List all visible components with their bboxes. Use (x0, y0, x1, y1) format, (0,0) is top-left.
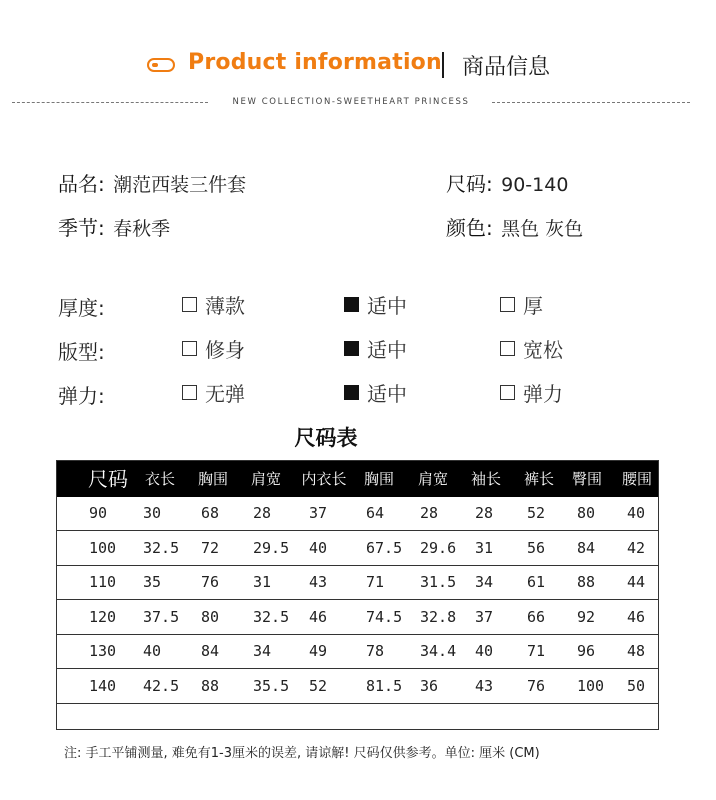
table-cell: 74.5 (366, 607, 403, 626)
table-cell: 71 (527, 642, 546, 660)
table-cell: 40 (309, 538, 328, 557)
unchecked-box-icon[interactable] (182, 341, 197, 356)
table-cell: 31.5 (420, 573, 457, 591)
subtitle-dashed-line-right (492, 102, 690, 103)
checked-box-icon[interactable] (344, 385, 359, 400)
attribute-option[interactable] (500, 378, 563, 407)
table-cell: 71 (366, 573, 385, 591)
header-title-cn: 商品信息 (462, 55, 551, 80)
table-cell: 100 (89, 538, 117, 557)
table-cell: 34 (253, 642, 272, 660)
size-table-header-cell: 尺码 (88, 467, 128, 491)
unchecked-box-icon[interactable] (182, 385, 197, 400)
header-divider (442, 52, 444, 78)
size-table-header-cell: 臀围 (571, 470, 602, 488)
info-color-label: 颜色: (446, 216, 493, 240)
table-cell: 100 (577, 676, 605, 695)
info-color (446, 212, 583, 241)
table-cell: 80 (201, 607, 220, 626)
attribute-option[interactable] (182, 378, 245, 407)
table-cell: 50 (627, 676, 646, 695)
table-cell: 46 (309, 607, 328, 626)
attribute-option[interactable] (344, 334, 407, 363)
size-table-header-cell: 腰围 (621, 470, 652, 488)
table-cell: 40 (143, 642, 162, 660)
size-table-header-cell: 肩宽 (250, 470, 281, 488)
attribute-label: 弹力: (58, 384, 105, 408)
table-cell: 28 (253, 504, 272, 522)
subtitle-dashed-line-left (12, 102, 208, 103)
attribute-option-label: 无弹 (205, 382, 245, 406)
product-info-header (0, 46, 716, 86)
table-cell: 31 (253, 573, 272, 591)
table-row (57, 670, 658, 704)
table-cell: 68 (201, 504, 220, 522)
table-cell: 37 (475, 607, 494, 626)
table-cell: 84 (201, 642, 220, 660)
table-cell: 64 (366, 504, 385, 522)
table-cell: 140 (89, 676, 117, 695)
table-cell: 80 (577, 504, 596, 522)
table-cell: 66 (527, 607, 546, 626)
size-table-header-cell: 衣长 (144, 470, 175, 488)
table-cell: 52 (309, 676, 328, 695)
table-cell: 34.4 (420, 642, 457, 660)
size-table-title: 尺码表 (294, 426, 358, 450)
attribute-option-label: 宽松 (523, 338, 563, 362)
pill-toggle-icon (147, 58, 175, 72)
attribute-option[interactable] (500, 334, 563, 363)
attribute-option-label: 厚 (523, 294, 543, 318)
table-cell: 29.6 (420, 538, 457, 557)
table-row (57, 566, 658, 600)
info-size-value: 90-140 (501, 174, 569, 196)
table-cell: 81.5 (366, 676, 403, 695)
size-table-header-cell: 肩宽 (417, 470, 448, 488)
table-cell: 72 (201, 538, 220, 557)
attribute-label: 厚度: (58, 296, 105, 320)
table-cell: 130 (89, 642, 117, 660)
table-cell: 30 (143, 504, 162, 522)
size-table (56, 460, 659, 730)
table-cell: 37.5 (143, 607, 180, 626)
table-cell: 76 (201, 573, 220, 591)
table-cell: 34 (475, 573, 494, 591)
table-row (57, 635, 658, 669)
table-cell: 49 (309, 642, 328, 660)
table-cell: 42.5 (143, 676, 180, 695)
attribute-option-label: 适中 (367, 338, 407, 362)
table-cell: 44 (627, 573, 646, 591)
unchecked-box-icon[interactable] (500, 341, 515, 356)
table-cell: 120 (89, 607, 117, 626)
subtitle: NEW COLLECTION-SWEETHEART PRINCESS (232, 97, 470, 107)
table-cell: 36 (420, 676, 439, 695)
table-cell: 40 (627, 504, 646, 522)
unchecked-box-icon[interactable] (182, 297, 197, 312)
attribute-option[interactable] (344, 290, 407, 319)
table-cell: 56 (527, 538, 546, 557)
size-table-header-cell: 胸围 (197, 470, 228, 488)
table-cell: 110 (89, 573, 117, 591)
table-cell: 42 (627, 538, 646, 557)
table-cell: 31 (475, 538, 494, 557)
table-cell: 92 (577, 607, 596, 626)
unchecked-box-icon[interactable] (500, 385, 515, 400)
table-cell: 32.5 (253, 607, 290, 626)
table-cell: 96 (577, 642, 596, 660)
size-table-header-cell: 袖长 (470, 470, 501, 488)
attribute-option-label: 适中 (367, 294, 407, 318)
table-cell: 84 (577, 538, 596, 557)
info-size (446, 168, 568, 197)
attribute-option[interactable] (500, 290, 543, 319)
info-size-label: 尺码: (446, 172, 493, 196)
table-cell: 48 (627, 642, 646, 660)
table-cell: 29.5 (253, 538, 290, 557)
header-title-en: Product information (188, 50, 442, 75)
table-cell: 78 (366, 642, 385, 660)
info-season-label: 季节: (58, 216, 105, 240)
table-cell: 35 (143, 573, 162, 591)
info-season-value: 春秋季 (113, 218, 171, 240)
measurement-note: 注: 手工平铺测量, 难免有1-3厘米的误差, 请谅解! 尺码仅供参考。单位: 厘米 (CM) (64, 746, 540, 761)
size-table-header-cell: 内衣长 (301, 470, 347, 488)
attribute-option[interactable] (182, 334, 245, 363)
info-name (58, 168, 246, 197)
table-cell: 43 (475, 676, 494, 695)
table-cell: 35.5 (253, 676, 290, 695)
table-cell: 28 (475, 504, 494, 522)
attribute-option[interactable] (182, 290, 245, 319)
table-cell: 37 (309, 504, 328, 522)
checked-box-icon[interactable] (344, 297, 359, 312)
table-cell: 32.8 (420, 607, 457, 626)
table-cell: 88 (201, 676, 220, 695)
table-cell: 28 (420, 504, 439, 522)
size-table-header (57, 461, 658, 497)
table-cell: 90 (89, 504, 108, 522)
attribute-option-label: 弹力 (523, 382, 563, 406)
table-row (57, 497, 658, 531)
table-cell: 61 (527, 573, 546, 591)
attribute-option-label: 薄款 (205, 294, 245, 318)
size-table-header-cell: 胸围 (363, 470, 394, 488)
table-cell: 67.5 (366, 538, 403, 557)
table-cell: 43 (309, 573, 328, 591)
attribute-option-label: 适中 (367, 382, 407, 406)
table-cell: 40 (475, 642, 494, 660)
table-cell: 88 (577, 573, 596, 591)
table-cell: 46 (627, 607, 646, 626)
unchecked-box-icon[interactable] (500, 297, 515, 312)
table-cell: 52 (527, 504, 546, 522)
attribute-option-label: 修身 (205, 338, 245, 362)
attribute-label: 版型: (58, 340, 105, 364)
table-row (57, 532, 658, 566)
checked-box-icon[interactable] (344, 341, 359, 356)
info-name-label: 品名: (58, 172, 105, 196)
size-table-header-cell: 裤长 (523, 470, 554, 488)
attribute-option[interactable] (344, 378, 407, 407)
info-name-value: 潮范西装三件套 (113, 174, 247, 196)
table-row (57, 601, 658, 635)
table-cell: 32.5 (143, 538, 180, 557)
info-season (58, 212, 170, 241)
info-color-value: 黑色 灰色 (501, 218, 584, 240)
table-cell: 76 (527, 676, 546, 695)
